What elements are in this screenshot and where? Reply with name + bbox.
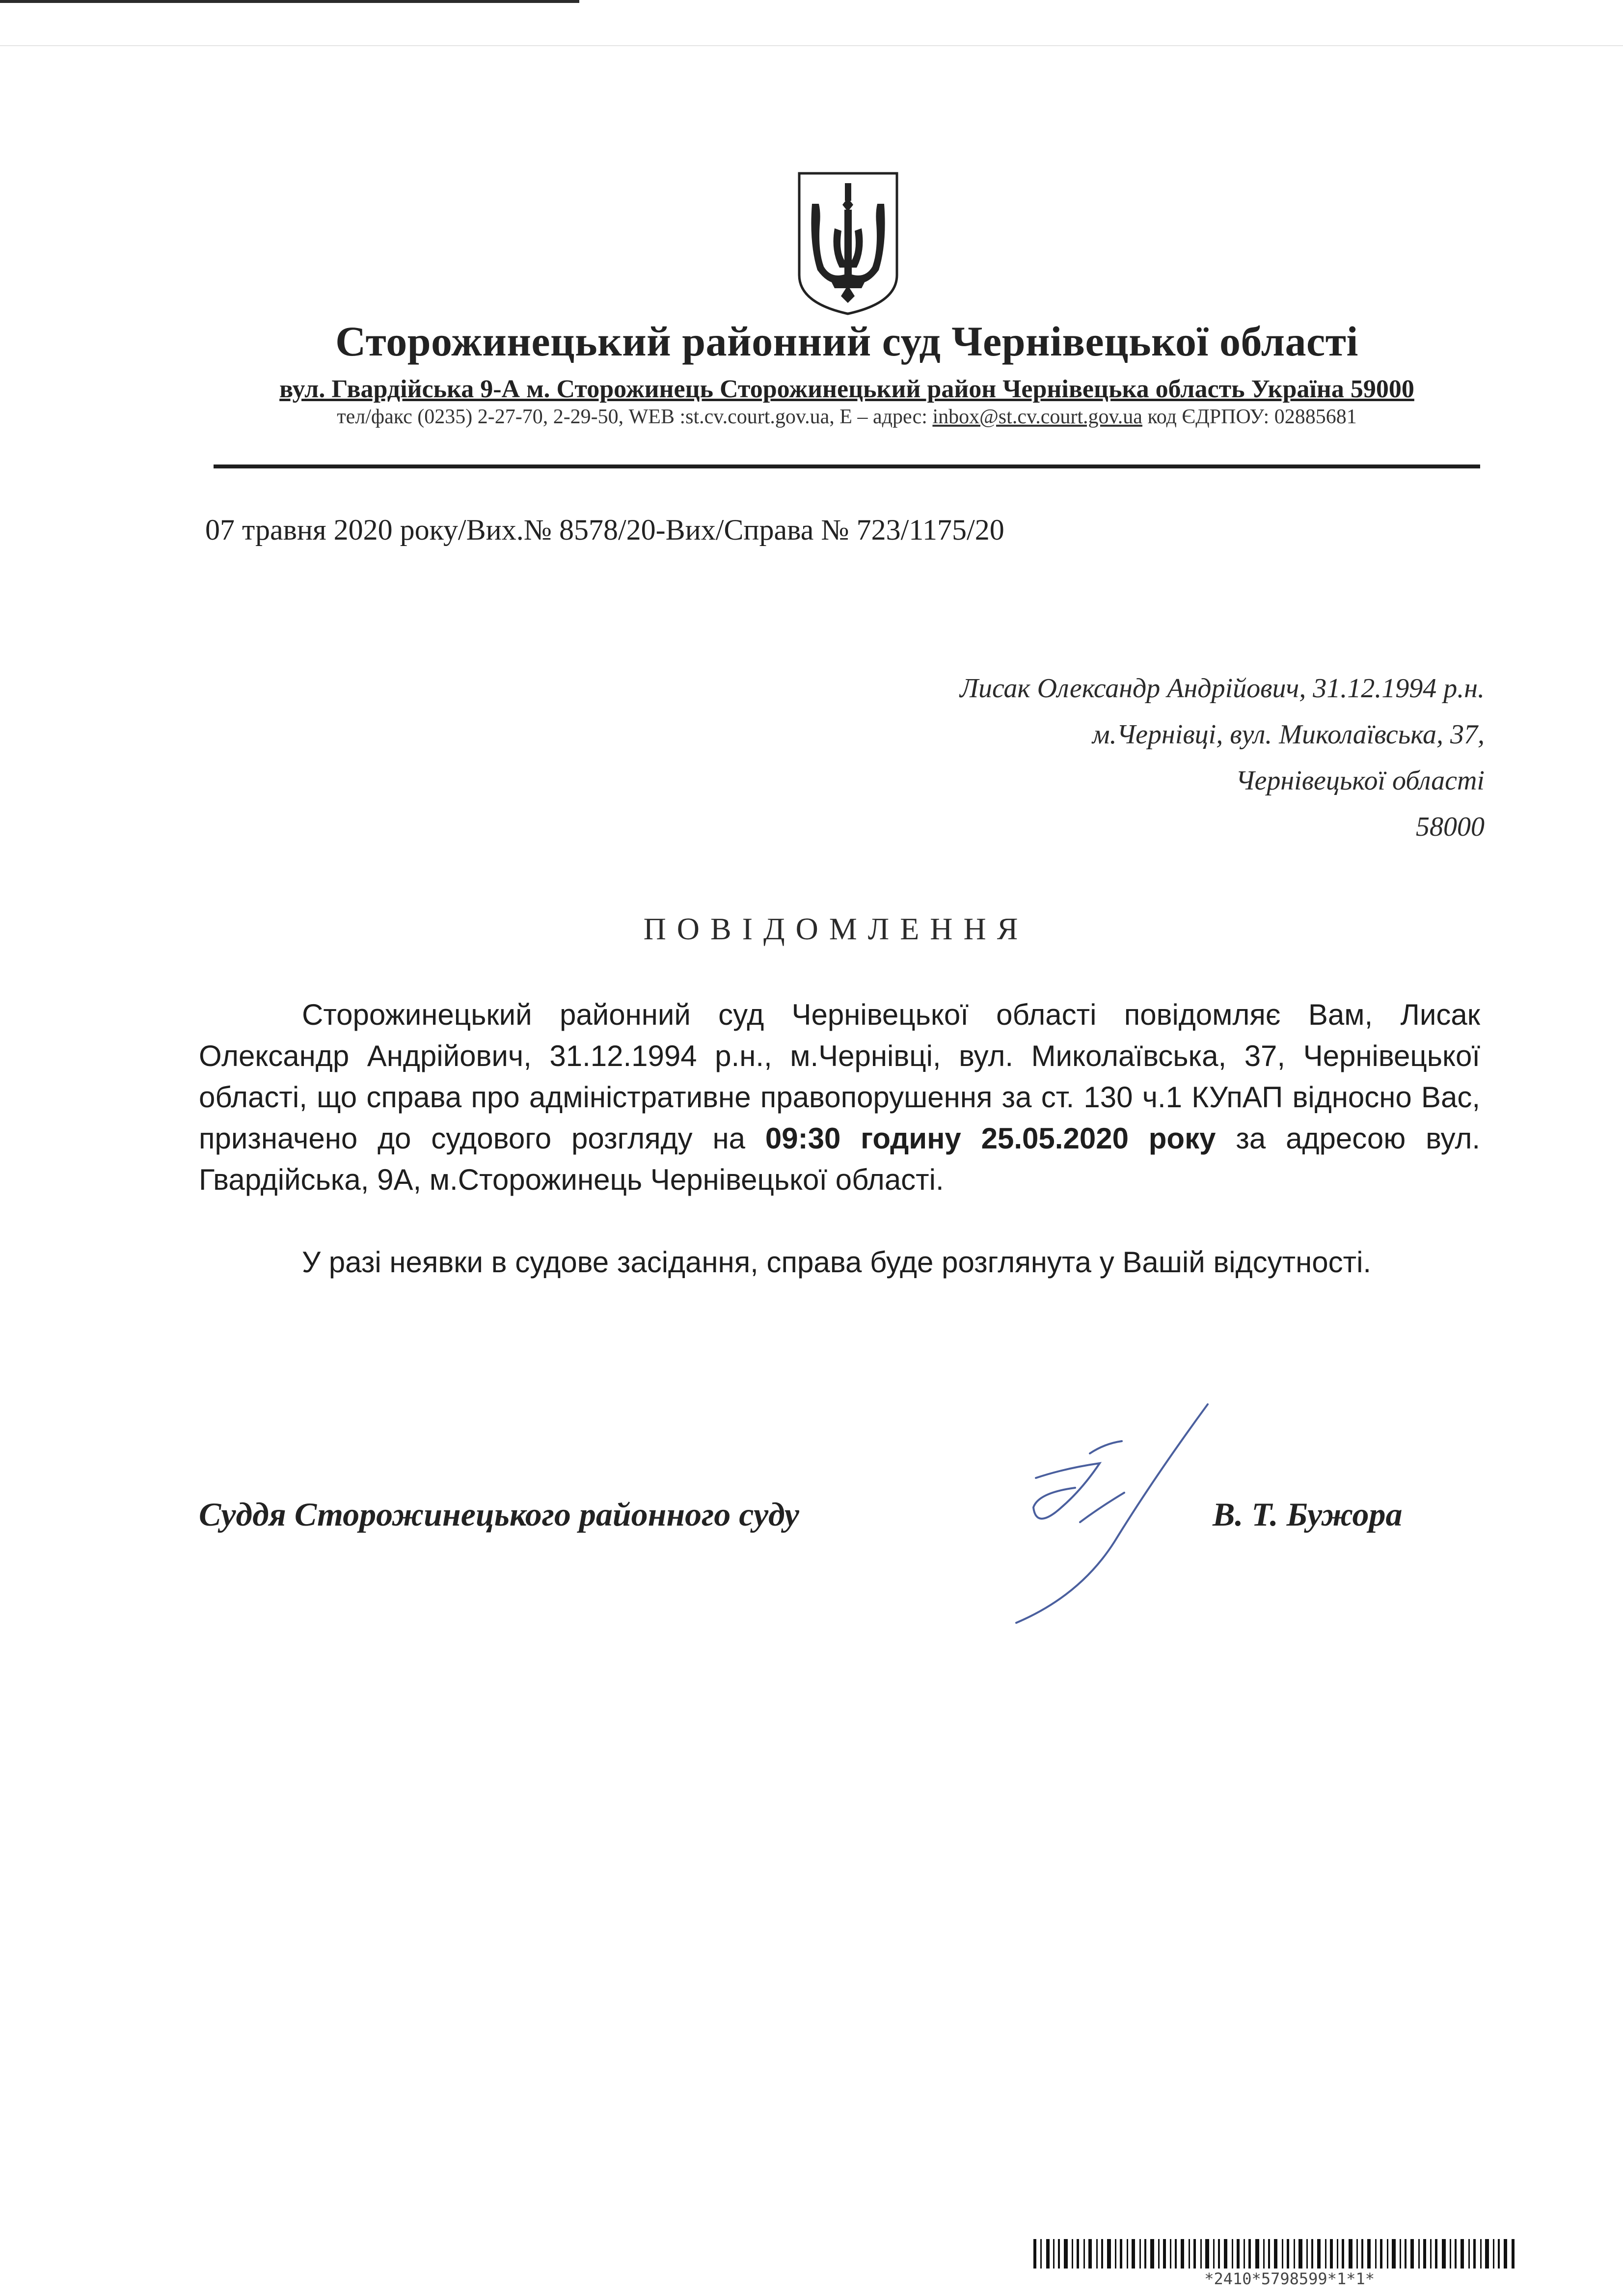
court-address: вул. Гвардійська 9-А м. Сторожинець Сторожинецький район Чернівецька область Україна 59000 [279, 375, 1414, 403]
trident-coat-of-arms-icon [795, 169, 901, 317]
paragraph-1-text-a: Сторожинецький районний суд Чернівецької області повідомляє Вам, Лисак Олександр Андрійович, 31.12.1994 р.н., м.Чернівці, вул. Миколаївська, 37, Чернівецької області, що справа про адміністративне правопорушення за ст. 130 ч.1 КУпАП відносно Вас, призначено до судового розгляду на [199, 998, 1480, 1155]
court-email-link[interactable]: inbox@st.cv.court.gov.ua [932, 406, 1142, 428]
paragraph-1-text-b: за адресою вул. Гвардійська, 9А, м.Сторожинець Чернівецької області. [199, 1122, 1480, 1196]
header-divider [214, 465, 1480, 468]
recipient-name: Лисак Олександр Андрійович, 31.12.1994 р.н. [960, 673, 1485, 704]
scan-edge-mark [0, 0, 579, 3]
handwritten-signature [1006, 1394, 1227, 1630]
recipient-block [960, 665, 1485, 850]
recipient-postcode: 58000 [1416, 812, 1485, 842]
recipient-street: м.Чернівці, вул. Миколаївська, 37, [1092, 719, 1485, 750]
notice-body [199, 994, 1480, 1283]
contacts-prefix: тел/факс (0235) 2-27-70, 2-29-50, WEB :st.cv.court.gov.ua, E – адрес: [337, 406, 933, 428]
notice-paragraph-2: У разі неявки в судове засідання, справа буде розглянута у Вашій відсутності. [302, 1246, 1372, 1279]
barcode [1033, 2239, 1517, 2269]
barcode-number: *2410*5798599*1*1* [1204, 2269, 1375, 2288]
signature-role: Суддя Сторожинецького районного суду [199, 1496, 799, 1533]
judge-name: В. Т. Бужора [1213, 1496, 1403, 1533]
court-name: Сторожинецький районний суд Чернівецької області [335, 318, 1358, 365]
notice-paragraph-1 [199, 994, 1480, 1201]
scan-line [0, 45, 1623, 46]
hearing-datetime: 09:30 годину 25.05.2020 року [765, 1122, 1216, 1155]
outgoing-reference: 07 травня 2020 року/Вих.№ 8578/20-Вих/Справа № 723/1175/20 [205, 514, 1004, 546]
contacts-suffix: код ЄДРПОУ: 02885681 [1142, 406, 1357, 428]
recipient-region: Чернівецької області [1235, 765, 1485, 796]
notice-title: ПОВІДОМЛЕННЯ [643, 911, 1029, 946]
court-contacts [0, 405, 1623, 429]
